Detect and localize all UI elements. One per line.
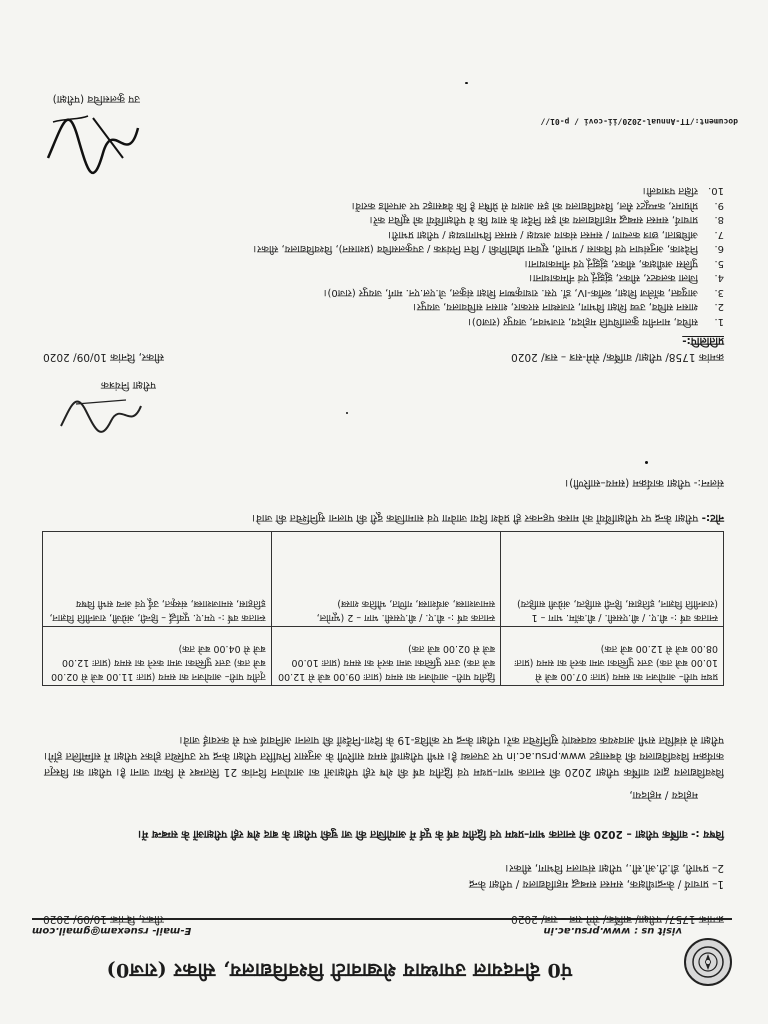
letterhead — [32, 938, 732, 988]
body-paragraph: विश्वविद्यालय द्वारा वार्षिक परीक्षा 2020 की स्नातक भाग–प्रथम एवं द्वितीय वर्ष की शेष रही परीक्षाओं का आयोजन दिनांक 21 सितम्बर से किया जाना है। परीक्षा का विस्तृत कार्यक्रम विश्वविद्यालय की वेबसाइट www.prsu.ac.in पर उपलब्ध है। सभी परीक्षार्थी समय सारिणी के अनुसार निर्धारित परीक्षा केन्द्र पर उपस्थित होकर परीक्षा में सम्मिलित होंगे। परीक्षा से संबंधित सभी आवश्यक व्यवस्थाएं सुनिश्चित करें। परीक्षा केन्द्र पर कोविड-19 के दिशा-निर्देशों की पालना अनिवार्य रूप से करवाई जावे। — [44, 734, 724, 778]
list-item-text: सचिव, माननीय कुलाधिपति महोदय, राजभवन, जयपुर (राज0)। — [468, 316, 698, 327]
list-item-text: रक्षित पत्रावली। — [642, 185, 698, 197]
copy-to-label: प्रतिलिपि:- — [682, 335, 724, 347]
table-row — [43, 532, 724, 627]
list-item-text: शासन सचिव, उच्च शिक्षा विभाग, राजस्थान सरकार, शासन सचिवालय, जयपुर। — [413, 301, 698, 313]
recipient-line: 1– प्राचार्य / केन्द्राधीक्षक, समस्त सम्बद्ध महाविद्यालय / परीक्षा केन्द्र — [468, 878, 724, 890]
table-header-row — [43, 627, 724, 686]
list-item-text: जिला कलक्टर, सीकर, झुंझुनूं एवं नीमकाथाना। — [529, 272, 698, 284]
salutation: महोदय / महोदया, — [629, 789, 698, 801]
list-item: 5. पुलिस अधीक्षक, सीकर, झुंझुनूं एवं नीमकाथाना। — [524, 258, 724, 269]
note-block — [44, 510, 724, 526]
note-label: नोट:- — [701, 512, 724, 524]
recipient-line: 2– प्रभारी, डी.टी.ओ.सी., परीक्षा संचालन विभाग, सीकर। — [505, 862, 724, 874]
note-text: परीक्षा केन्द्र पर परीक्षार्थियों को मास्क पहनकर ही प्रवेश दिया जावेगा एवं सामाजिक दूरी की पालना सुनिश्चित की जावे। — [252, 512, 699, 524]
list-item: 4. जिला कलक्टर, सीकर, झुंझुनूं एवं नीमकाथाना। — [529, 272, 724, 284]
recipient-block — [469, 860, 724, 892]
signatory-designation: उप कुलसचिव (परीक्षा) — [52, 93, 140, 105]
subject-line — [44, 825, 724, 842]
signatory-designation: परीक्षा नियंत्रक — [100, 379, 156, 391]
list-item: 8. प्राचार्य, समस्त सम्बद्ध महाविद्यालय को इस निर्देश के साथ कि वे परीक्षार्थियों को सूचित करें। — [369, 214, 724, 226]
list-item-text: आयुक्त, कॉलेज शिक्षा, ब्लॉक-IV, डॉ. एस. राधाकृष्णन शिक्षा संकुल, जे.एल.एन. मार्ग, जयपुर (राज0)। — [323, 287, 698, 298]
list-item: 7. अधिष्ठाता, छात्र कल्याण / समस्त संकाय अध्यक्ष / समस्त विभागाध्यक्ष / परीक्षा प्रभारी। — [387, 229, 724, 240]
letter-date: सीकर, दिनांक 10/09/ 2020 — [43, 913, 164, 925]
copy-date: सीकर, दिनांक 10/09/ 2020 — [43, 351, 164, 363]
list-item: 9. प्रोग्रामर, कम्प्यूटर सैल, विश्वविद्यालय को इस आशय से प्रेषित है कि वेबसाइट पर अपलोड करावें। — [351, 200, 724, 211]
subject-label: विषय :- — [691, 828, 724, 840]
list-item-text: पुलिस अधीक्षक, सीकर, झुंझुनूं एवं नीमकाथाना। — [524, 258, 698, 269]
handwritten-signature-icon — [38, 108, 148, 178]
scan-speck — [465, 82, 468, 84]
exam-schedule-table — [42, 531, 724, 686]
table-cell: स्नातक वर्ष :- बी.ए. / बी.एससी. / बी.कॉम. भाग – 1 (राजनीति विज्ञान, इतिहास, हिन्दी साहित्य, अंग्रेजी साहित्य) — [501, 532, 724, 627]
copy-reference — [43, 350, 724, 364]
list-item-text: प्रोग्रामर, कम्प्यूटर सैल, विश्वविद्यालय को इस आशय से प्रेषित है कि वेबसाइट पर अपलोड करावें। — [351, 200, 698, 211]
subject-text: वार्षिक परीक्षा – 2020 की स्नातक भाग–प्रथम एवं द्वितीय वर्ष के पूर्व में आयोजित की जा चुकी परीक्षा के बाद शेष रही परीक्षाओं के सम्बन्ध में। — [138, 828, 688, 840]
university-logo-seal — [684, 938, 732, 986]
university-name: पं0 दीनदयाल उपाध्याय शेखावाटी विश्वविद्यालय, सीकर (राज0) — [106, 959, 572, 981]
website-text: visit us : www.prsu.ac.in — [543, 925, 682, 936]
enclosure-line: संलग्न:- परीक्षा कार्यक्रम (समय–सारिणी)। — [565, 477, 724, 489]
signature-block-1 — [36, 366, 156, 436]
list-item: 2. शासन सचिव, उच्च शिक्षा विभाग, राजस्थान सरकार, शासन सचिवालय, जयपुर। — [413, 301, 724, 313]
letter-reference — [43, 912, 724, 926]
list-item: 6. निदेशक, अनुसंधान एवं विकास / प्रभारी, सूचना प्रौद्योगिकी / वित्त नियंत्रक / उपकुलसचिव (प्रशासन), विश्वविद्यालय, सीकर। — [253, 243, 724, 255]
list-item-text: निदेशक, अनुसंधान एवं विकास / प्रभारी, सूचना प्रौद्योगिकी / वित्त नियंत्रक / उपकुलसचिव (प्रशासन), विश्वविद्यालय, सीकर। — [253, 243, 698, 255]
copy-list — [34, 183, 724, 328]
table-header-cell: तृतीय पारी– आयोजन का समय (प्रातः 11.00 बजे से 02.00 बजे तक) उत्तर पुस्तिका जमा करने का समय (प्रातः 12.00 बजे से 04.00 बजे तक) — [43, 627, 272, 686]
list-item: 10. रक्षित पत्रावली। — [642, 185, 724, 197]
table-cell: स्नातक वर्ष :- एम.ए. पूर्वार्द्ध – हिन्दी, अंग्रेजी, राजनीति विज्ञान, इतिहास, समाजशास्त्र, संस्कृत, उर्दू एवं अन्य सभी विषय — [43, 532, 272, 627]
list-item-text: प्राचार्य, समस्त सम्बद्ध महाविद्यालय को इस निर्देश के साथ कि वे परीक्षार्थियों को सूचित करें। — [369, 214, 698, 226]
table-cell: स्नातक वर्ष :- बी.ए. / बी.एससी. भाग – 2 (भूगोल, समाजशास्त्र, अर्थशास्त्र, गणित, भौतिक शास्त्र) — [271, 532, 500, 627]
table-header-cell: प्रथम पारी– आयोजन का समय (प्रातः 07.00 बजे से 10.00 बजे तक) उत्तर पुस्तिका जमा करने का समय (प्रातः 08.00 बजे से 12.00 बजे तक) — [501, 627, 724, 686]
scan-speck — [645, 461, 648, 464]
list-item: 3. आयुक्त, कॉलेज शिक्षा, ब्लॉक-IV, डॉ. एस. राधाकृष्णन शिक्षा संकुल, जे.एल.एन. मार्ग, जयपुर (राज0)। — [323, 287, 724, 298]
list-item-text: अधिष्ठाता, छात्र कल्याण / समस्त संकाय अध्यक्ष / समस्त विभागाध्यक्ष / परीक्षा प्रभारी। — [387, 229, 698, 240]
copy-reference-number: क्रमांक 1758/ परीक्षा/ वार्षिक/ सेमे-सत्र – सत्र/ 2020 — [511, 351, 724, 363]
signature-block-2 — [38, 88, 148, 178]
email-text: E-mail- rsuexam@gmail.com — [32, 925, 192, 936]
handwritten-signature-icon — [56, 396, 146, 436]
university-emblem-icon — [690, 944, 726, 980]
scan-speck — [346, 412, 348, 414]
list-item: 1. सचिव, माननीय कुलाधिपति महोदय, राजभवन, जयपुर (राज0)। — [468, 316, 724, 327]
reference-number: क्रमांक 1757/ परीक्षा/ वार्षिक/ सेमे-सत्र – सत्र/ 2020 — [511, 913, 724, 925]
document-footer-reference: document:/TT-Annual-2020/ii-covi / p-01// — [540, 117, 738, 126]
table-header-cell: द्वितीय पारी– आयोजन का समय (प्रातः 09.00 बजे से 12.00 बजे तक) उत्तर पुस्तिका जमा करने का समय (प्रातः 10.00 बजे से 02.00 बजे तक) — [271, 627, 500, 686]
